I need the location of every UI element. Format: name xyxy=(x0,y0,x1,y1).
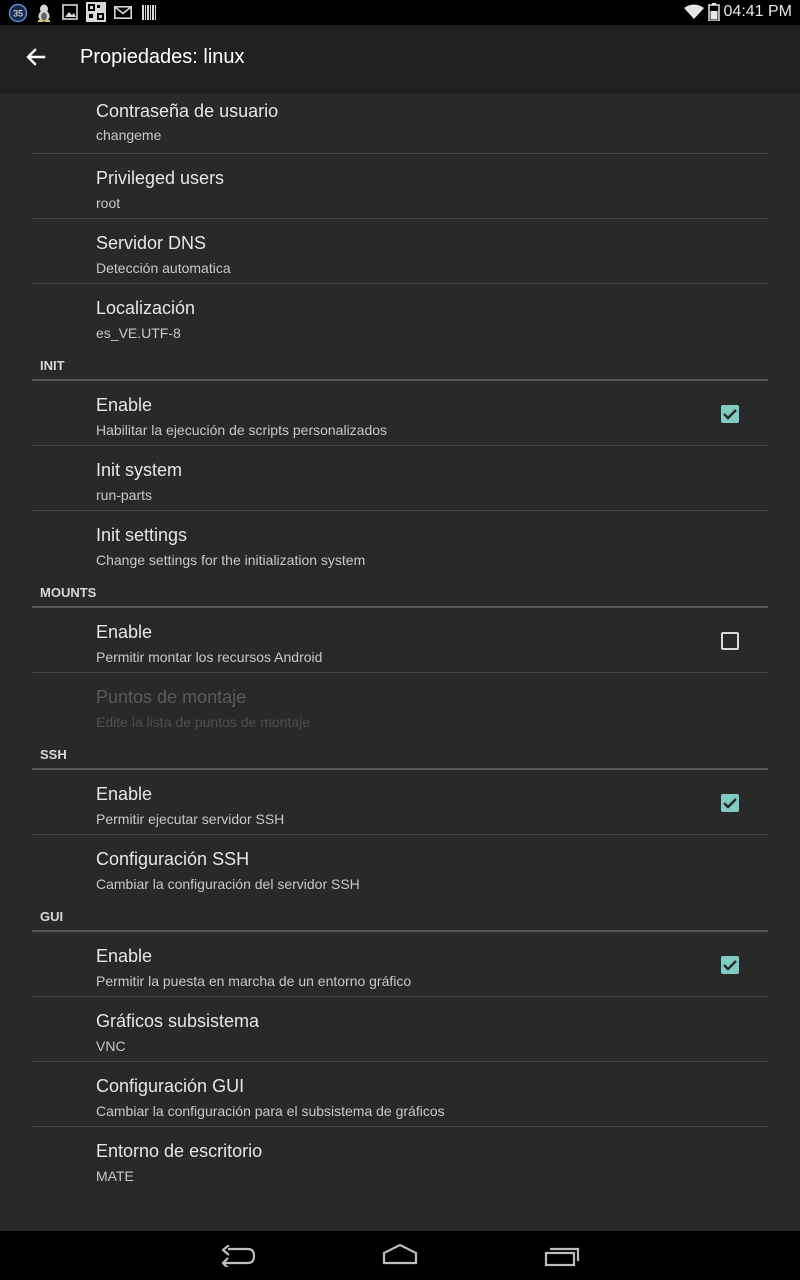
pref-ssh-enable[interactable] xyxy=(32,770,768,835)
pref-graphics-subsystem[interactable] xyxy=(32,997,768,1062)
svg-text:35: 35 xyxy=(12,8,24,19)
pref-user-password[interactable] xyxy=(32,89,768,154)
mail-icon xyxy=(114,6,132,24)
pref-title: Init settings xyxy=(96,525,188,545)
pref-summary: run-parts xyxy=(96,487,153,503)
pref-title: Gráficos subsistema xyxy=(96,1011,260,1031)
pref-summary: changeme xyxy=(96,127,162,143)
image-icon xyxy=(62,4,78,25)
pref-summary: Cambiar la configuración del servidor SSH xyxy=(96,876,360,892)
pref-dns-server[interactable] xyxy=(32,219,768,284)
qr-code-icon xyxy=(86,2,106,27)
gui-enable-checkbox[interactable] xyxy=(721,956,739,974)
pref-summary: Detección automatica xyxy=(96,260,231,276)
arrow-left-icon xyxy=(22,43,50,71)
pref-summary: MATE xyxy=(96,1168,134,1184)
app-bar xyxy=(0,25,800,89)
section-header-label: INIT xyxy=(40,358,65,373)
pref-summary: Permitir la puesta en marcha de un entorno gráfico xyxy=(96,973,412,989)
ssh-enable-checkbox[interactable] xyxy=(721,794,739,812)
home-nav-icon[interactable] xyxy=(382,1243,418,1270)
pref-localization[interactable] xyxy=(32,284,768,349)
back-button[interactable] xyxy=(22,43,50,71)
pref-privileged-users[interactable] xyxy=(32,154,768,219)
mounts-enable-checkbox[interactable] xyxy=(721,632,739,650)
pref-summary: VNC xyxy=(96,1038,126,1054)
app-bar-shadow xyxy=(0,89,800,95)
pref-title: Localización xyxy=(96,298,196,318)
battery-icon xyxy=(708,3,720,26)
linux-tux-icon xyxy=(36,4,52,27)
init-enable-checkbox[interactable] xyxy=(721,405,739,423)
pref-title: Privileged users xyxy=(96,168,225,188)
pref-title: Entorno de escritorio xyxy=(96,1141,263,1161)
pref-init-enable[interactable] xyxy=(32,381,768,446)
section-header-ssh xyxy=(32,738,768,770)
pref-summary: es_VE.UTF-8 xyxy=(96,325,181,341)
section-header-gui xyxy=(32,900,768,932)
pref-summary: Cambiar la configuración para el subsistema de gráficos xyxy=(96,1103,445,1119)
preferences-list[interactable] xyxy=(0,89,800,1231)
pref-gui-configuration[interactable] xyxy=(32,1062,768,1127)
back-nav-icon[interactable] xyxy=(220,1245,256,1272)
section-header-mounts xyxy=(32,576,768,608)
pref-init-system[interactable] xyxy=(32,446,768,511)
pref-mount-points xyxy=(32,673,768,738)
section-header-init xyxy=(32,349,768,381)
pref-title: Servidor DNS xyxy=(96,233,207,253)
barcode-icon xyxy=(142,5,156,25)
pref-title: Enable xyxy=(96,784,153,804)
checkmark-icon xyxy=(722,407,738,421)
pref-summary: Change settings for the initialization system xyxy=(96,552,366,568)
checkmark-icon xyxy=(722,796,738,810)
status-time: 04:41 PM xyxy=(723,3,792,20)
checkmark-icon xyxy=(722,958,738,972)
pref-title: Enable xyxy=(96,946,153,966)
pref-mounts-enable[interactable] xyxy=(32,608,768,673)
wifi-icon xyxy=(684,4,704,25)
status-bar xyxy=(0,0,800,25)
pref-gui-enable[interactable] xyxy=(32,932,768,997)
pref-ssh-configuration[interactable] xyxy=(32,835,768,900)
pref-summary: Permitir montar los recursos Android xyxy=(96,649,323,665)
section-header-label: GUI xyxy=(40,909,64,924)
pref-title: Enable xyxy=(96,622,153,642)
section-header-label: MOUNTS xyxy=(40,585,97,600)
pref-title: Enable xyxy=(96,395,153,415)
pref-title: Contraseña de usuario xyxy=(96,101,279,121)
pref-init-settings[interactable] xyxy=(32,511,768,576)
section-header-label: SSH xyxy=(40,747,67,762)
recent-apps-icon[interactable] xyxy=(544,1245,580,1272)
pref-desktop-environment[interactable] xyxy=(32,1127,768,1192)
pref-title: Configuración GUI xyxy=(96,1076,245,1096)
pref-title: Init system xyxy=(96,460,183,480)
pref-title: Puntos de montaje xyxy=(96,687,247,707)
pref-summary: Habilitar la ejecución de scripts personalizados xyxy=(96,422,388,438)
page-title: Propiedades: linux xyxy=(80,46,245,68)
pref-summary: Edite la lista de puntos de montaje xyxy=(96,714,311,730)
pref-summary: Permitir ejecutar servidor SSH xyxy=(96,811,285,827)
pref-title: Configuración SSH xyxy=(96,849,250,869)
navigation-bar xyxy=(0,1231,800,1280)
pref-summary: root xyxy=(96,195,121,211)
